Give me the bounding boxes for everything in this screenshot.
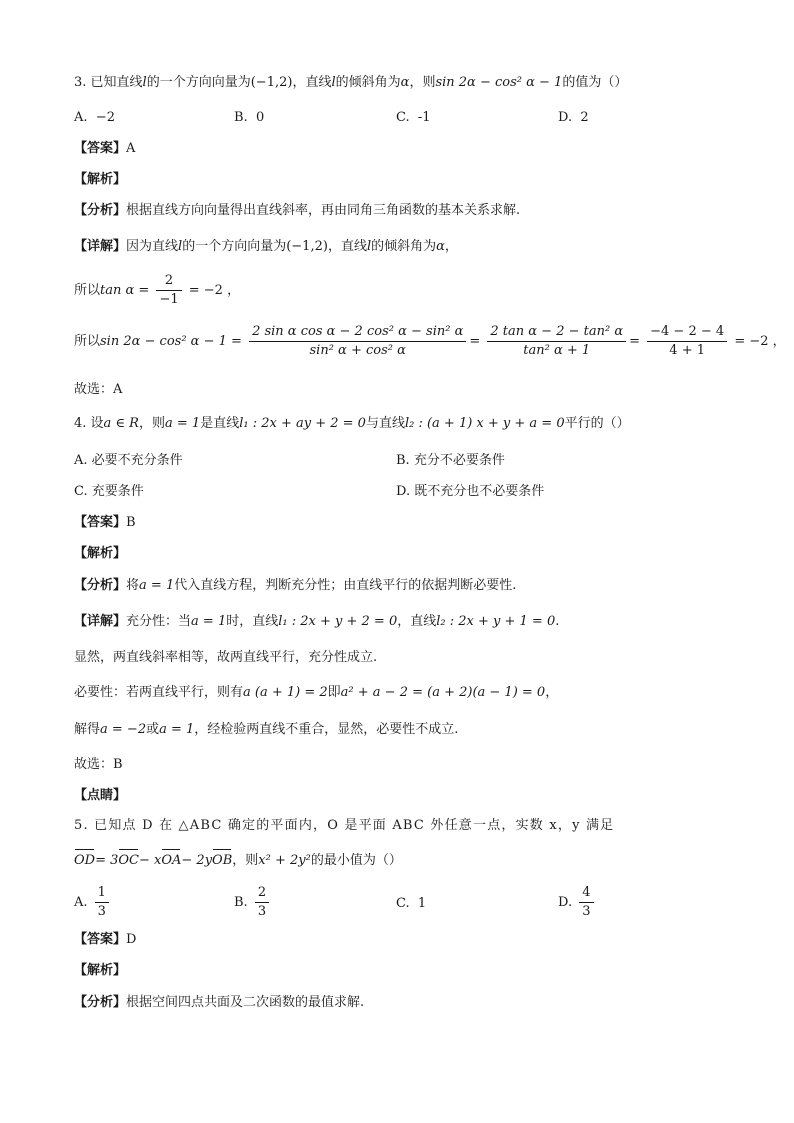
q4-option-b: B. 充分不必要条件 bbox=[396, 453, 505, 468]
q4-analysis-heading: 【解析】 bbox=[74, 546, 127, 561]
q4-xiangjie-line3: 必要性：若两直线平行，则有a (a + 1) = 2即a² + a − 2 = (a + 2)(a − 1) = 0， bbox=[74, 685, 559, 700]
q5-stem-line2: OD= 3OC− xOA− 2yOB，则x² + 2y²的最小值为（） bbox=[74, 851, 734, 871]
q3-stem: 3. 已知直线l的一个方向向量为(−1,2)，直线l的倾斜角为α，则sin 2α − cos² α − 1的值为（） bbox=[74, 75, 628, 90]
q4-fenxi: 【分析】将a = 1代入直线方程，判断充分性；由直线平行的依据判断必要性. bbox=[74, 578, 517, 593]
q5-option-a: A. $\frac{1}{3}$ bbox=[74, 884, 112, 921]
q3-option-a: A. −2 bbox=[74, 110, 115, 125]
q3-xiangjie-line1: 【详解】因为直线l的一个方向向量为(−1,2)，直线l的倾斜角为α， bbox=[74, 239, 458, 254]
q4-dianjing: 【点睛】 bbox=[74, 788, 127, 803]
q3-analysis-heading: 【解析】 bbox=[74, 172, 127, 187]
q4-xiangjie-line1: 【详解】充分性：当a = 1时，直线l₁ : 2x + y + 2 = 0，直线l₂ : 2x + y + 1 = 0. bbox=[74, 614, 560, 629]
q4-option-c: C. 充要条件 bbox=[74, 484, 144, 499]
q3-xiangjie-line2: 所以tan α = $\frac{2}{-1}$ = −2 ， bbox=[74, 273, 241, 307]
q5-stem-line1: 5. 已知点 D 在 △ABC 确定的平面内，O 是平面 ABC 外任意一点，实数 x，y 满足 bbox=[74, 818, 615, 833]
q4-xiangjie-line4: 解得a = −2或a = 1，经检验两直线不重合，显然，必要性不成立. bbox=[74, 722, 459, 737]
q3-option-d: D. 2 bbox=[558, 110, 589, 125]
q3-option-c: C. -1 bbox=[396, 110, 431, 125]
q5-option-c: C. 1 bbox=[396, 896, 427, 911]
q5-option-b: B. $\frac{2}{3}$ bbox=[234, 884, 272, 921]
q4-option-a: A. 必要不充分条件 bbox=[74, 453, 183, 468]
q4-stem: 4. 设a ∈ R，则a = 1是直线l₁ : 2x + ay + 2 = 0与直线l₂ : (a + 1) x + y + a = 0平行的（） bbox=[74, 416, 630, 431]
q3-fenxi: 【分析】根据直线方向向量得出直线斜率，再由同角三角函数的基本关系求解. bbox=[74, 203, 521, 218]
q4-option-d: D. 既不充分也不必要条件 bbox=[396, 484, 545, 499]
q4-choose: 故选：B bbox=[74, 757, 123, 772]
q3-xiangjie-line3: 所以sin 2α − cos² α − 1 = $\frac{\text{2 sin α cos α − 2 cos² α − sin² α}}{\text{sin² α + cos² α}}$ = $\frac{\text{2 tan α − 2 − tan² α}}{\text{tan² α + 1}}$ = $\frac{-4 - 2 - 4}{4 + 1}$ = −2 ， bbox=[74, 324, 786, 358]
q3-answer: 【答案】A bbox=[74, 141, 136, 156]
q4-xiangjie-line2: 显然，两直线斜率相等，故两直线平行，充分性成立. bbox=[74, 650, 378, 665]
q5-answer: 【答案】D bbox=[74, 932, 137, 947]
q5-fenxi: 【分析】根据空间四点共面及二次函数的最值求解. bbox=[74, 995, 365, 1010]
q3-option-b: B. 0 bbox=[234, 110, 265, 125]
fraction-tan: $\frac{2}{-1}$ bbox=[156, 272, 181, 309]
q4-answer: 【答案】B bbox=[74, 515, 136, 530]
fraction-1: $\frac{\text{2 sin α cos α − 2 cos² α − sin² α}}{\text{sin² α + cos² α}}$ bbox=[249, 323, 466, 360]
fraction-3: $\frac{-4 - 2 - 4}{4 + 1}$ bbox=[647, 323, 727, 360]
fraction-2: $\frac{\text{2 tan α − 2 − tan² α}}{\text{tan² α + 1}}$ bbox=[487, 323, 626, 360]
q5-analysis-heading: 【解析】 bbox=[74, 963, 127, 978]
q5-option-d: D. $\frac{4}{3}$ bbox=[558, 884, 597, 921]
q3-choose: 故选：A bbox=[74, 382, 123, 397]
